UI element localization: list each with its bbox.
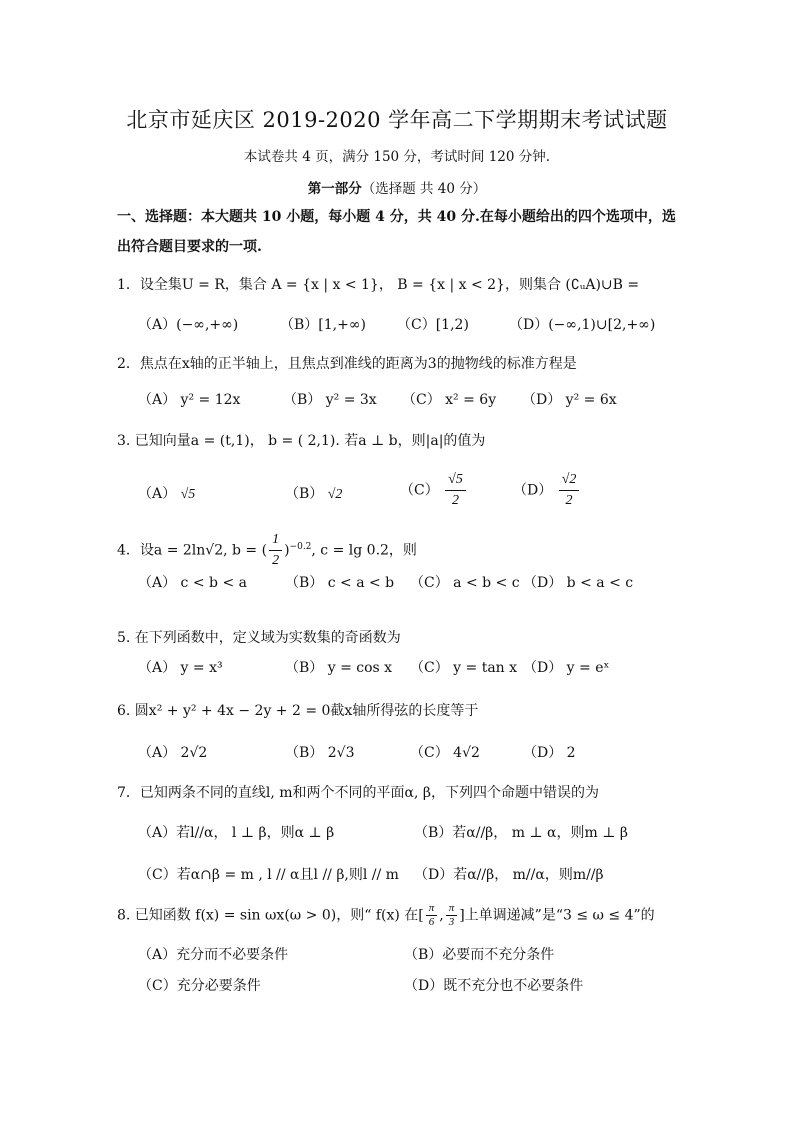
section-heading: 一、选择题：本大题共 10 小题，每小题 4 分，共 40 分.在每小题给出的四个选项中，选出符合题目要求的一项. (117, 209, 676, 255)
q4-option-d: （D） b < a < c (523, 575, 634, 591)
q2-option-b: （B） y² = 3x (283, 392, 377, 408)
q2-option-c: （C） x² = 6y (402, 392, 497, 408)
q8-fraction-1-denominator: 6 (428, 916, 435, 928)
question-8: 8. 已知函数 f(x) = sin ωx(ω > 0)，则“ f(x) 在[ $\frac{\pi}{6}$ , $\frac{\pi}{3}$ ]上单调递减”是“3 ≤ ω ≤ 4”的 (117, 902, 655, 928)
q3-option-c (400, 470, 468, 511)
q8-fraction-2 (446, 902, 458, 929)
question-4 (117, 530, 417, 571)
question-2: 2．焦点在x轴的正半轴上，且焦点到准线的距离为3的抛物线的标准方程是 (117, 356, 577, 372)
q2-option-d: （D） y² = 6x (522, 392, 617, 408)
q8-stem-part-a: 8. 已知函数 f(x) = sin ωx(ω > 0)，则“ f(x) 在[ (117, 907, 424, 924)
q3-option-d (513, 470, 581, 511)
q3-option-b-value: √2 (327, 487, 343, 502)
q3-option-c-fraction (445, 470, 466, 511)
q5-option-a: （A） y = x³ (138, 660, 223, 676)
q4-option-b: （B） c < a < b (285, 575, 395, 591)
q3-option-a (138, 483, 195, 503)
q7-option-c: （C）若α∩β = m , l // α且l // β,则l // m (138, 867, 399, 883)
q3-option-c-denominator: 2 (452, 493, 460, 508)
q3-option-d-denominator: 2 (565, 493, 573, 508)
question-7: 7．已知两条不同的直线l, m和两个不同的平面α, β，下列四个命题中错误的为 (117, 785, 600, 801)
part-note: （选择题 共 40 分） (361, 181, 487, 197)
q8-fraction-2-denominator: 3 (448, 916, 455, 928)
q4-exponent: −0.2 (289, 541, 312, 552)
question-3: 3. 已知向量a = (t,1)， b = ( 2,1). 若a ⊥ b，则|a|的值为 (117, 433, 486, 449)
q4-fraction-numerator: 1 (269, 530, 282, 551)
q8-option-d: （D）既不充分也不必要条件 (404, 978, 584, 994)
q8-option-c: （C）充分必要条件 (138, 978, 261, 994)
q4-option-a: （A） c < b < a (138, 575, 247, 591)
question-1: 1．设全集U = R，集合 A = {x | x < 1}， B = {x | x < 2}，则集合 (∁ᵤA)∪B = (117, 277, 640, 293)
exam-info: 本试卷共 4 页，满分 150 分，考试时间 120 分钟. (243, 149, 551, 165)
q4-fraction-denominator: 2 (272, 553, 280, 568)
q8-fraction-1 (426, 902, 438, 929)
q3-option-d-numerator: √2 (559, 470, 580, 491)
q3-option-a-label: （A） (138, 486, 177, 502)
q7-option-d: （D）若α//β， m//α，则m//β (414, 867, 604, 883)
page-title: 北京市延庆区 2019-2020 学年高二下学期期末考试试题 (126, 108, 668, 132)
part-heading (0, 177, 794, 197)
q1-option-d: （D）(−∞,1)∪[2,+∞) (509, 317, 656, 333)
q8-fraction-2-numerator: π (446, 902, 458, 916)
q6-option-a: （A） 2√2 (138, 745, 208, 761)
q1-option-b: （B）[1,+∞) (280, 317, 366, 333)
q8-fraction-1-numerator: π (426, 902, 438, 916)
q3-option-d-label: （D） (513, 482, 553, 499)
q8-option-b: （B）必要而不充分条件 (404, 947, 555, 963)
q5-option-c: （C） y = tan x (410, 660, 518, 676)
q3-option-a-value: √5 (180, 487, 196, 502)
q5-option-b: （B） y = cos x (285, 660, 393, 676)
q4-stem-part-b: ) (284, 542, 290, 559)
q7-option-b: （B）若α//β， m ⊥ α，则m ⊥ β (414, 825, 628, 841)
part-label: 第一部分 (307, 181, 362, 197)
question-5: 5. 在下列函数中，定义域为实数集的奇函数为 (117, 630, 401, 646)
q2-option-a: （A） y² = 12x (138, 392, 241, 408)
q8-option-a: （A）充分而不必要条件 (138, 947, 289, 963)
q5-option-d: （D） y = eˣ (523, 660, 610, 676)
q7-option-a: （A）若l//α， l ⊥ β，则α ⊥ β (138, 825, 335, 841)
q6-option-d: （D） 2 (523, 745, 576, 761)
q3-option-b (285, 483, 342, 503)
q8-stem-part-b: ]上单调递减”是“3 ≤ ω ≤ 4”的 (459, 907, 655, 924)
q3-option-d-fraction (559, 470, 580, 511)
q3-option-c-label: （C） (400, 482, 439, 499)
q4-stem-part-a: 4．设a = 2ln√2, b = ( (117, 542, 268, 559)
q3-option-c-numerator: √5 (445, 470, 466, 491)
q1-option-c: （C）[1,2) (397, 317, 469, 333)
q6-option-b: （B） 2√3 (285, 745, 355, 761)
q4-fraction (269, 530, 282, 571)
q4-stem-part-c: , c = lg 0.2，则 (311, 542, 417, 559)
q4-option-c: （C） a < b < c (410, 575, 520, 591)
q3-option-b-label: （B） (285, 486, 324, 502)
q1-option-a: （A）(−∞,+∞) (138, 317, 239, 333)
q6-option-c: （C） 4√2 (410, 745, 480, 761)
question-6: 6. 圆x² + y² + 4x − 2y + 2 = 0截x轴所得弦的长度等于 (117, 703, 479, 719)
